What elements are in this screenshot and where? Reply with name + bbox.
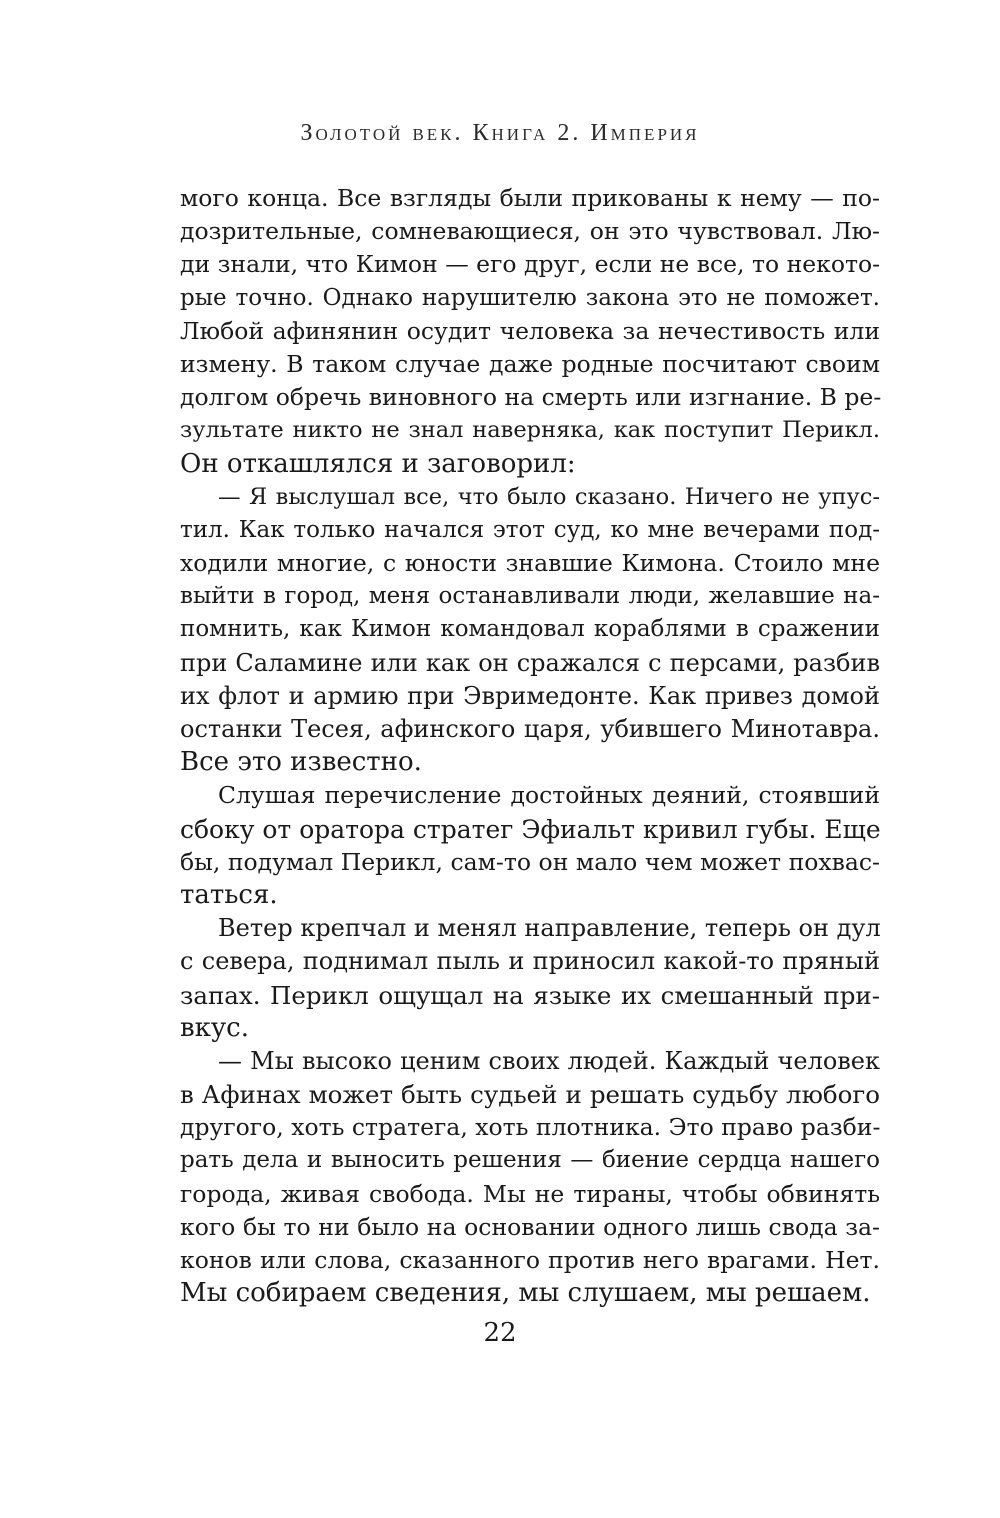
text-line: в Афинах может быть судьей и решать судьбу любого [180, 1080, 880, 1110]
text-line: долгом обречь виновного на смерть или изгнание. В ре- [180, 383, 882, 412]
text-line: города, живая свобода. Мы не тираны, чтобы обвинять [180, 1179, 880, 1208]
text-line: Ветер крепчал и менял направление, теперь он дул [218, 914, 881, 943]
text-line: зультате никто не знал наверняка, как поступит Перикл. [180, 417, 880, 444]
running-title: Золотой век. Книга 2. Империя [300, 120, 700, 146]
page-number: 22 [483, 1318, 517, 1348]
text-line: их флот и армию при Эвримедонте. Как привез домой [180, 681, 880, 710]
text-line: тил. Как только начался этот суд, ко мне вечерами под- [180, 516, 880, 543]
text-line: дозрительные, сомневающиеся, он это чувствовал. Лю- [180, 217, 880, 246]
body-text [180, 182, 880, 1310]
text-line: с севера, поднимал пыль и приносил какой-то пряный [180, 947, 880, 976]
text-line: Мы собираем сведения, мы слушаем, мы решаем. [180, 1278, 871, 1309]
text-line: конов или слова, сказанного против него врагами. Нет. [180, 1246, 880, 1274]
text-line: Он откашлялся и заговорил: [180, 448, 576, 479]
text-line: ходили многие, с юности знавшие Кимона. Стоило мне [180, 549, 880, 578]
text-line: мого конца. Все взгляды были прикованы к нему — по- [180, 184, 880, 212]
text-line: Слушая перечисление достойных деяний, стоявший [218, 781, 880, 810]
text-line: останки Тесея, афинского царя, убившего Минотавра. [180, 715, 880, 743]
text-line: вкус. [180, 1012, 250, 1043]
text-line: другого, хоть стратега, хоть плотника. Это право разби- [180, 1113, 881, 1142]
text-line: ди знали, что Кимон — его друг, если не все, то некото- [180, 250, 881, 279]
text-line: сбоку от оратора стратег Эфиальт кривил губы. Еще [180, 814, 881, 844]
text-line: при Саламине или как он сражался с персами, разбив [180, 648, 880, 677]
text-line: выйти в город, меня останавливали люди, желавшие на- [180, 583, 880, 610]
text-line: кого бы то ни было на основании одного лишь свода за- [180, 1212, 880, 1241]
text-line: помнить, как Кимон командовал кораблями в сражении [180, 616, 880, 643]
text-line: — Я выслушал все, что было сказано. Ничего не упус- [218, 483, 880, 510]
text-line: рать дела и выносить решения — биение сердца нашего [180, 1147, 880, 1174]
text-line: Любой афинянин осудит человека за нечестивость или [180, 316, 880, 345]
text-line: таться. [180, 879, 278, 910]
text-line: рые точно. Однако нарушителю закона это не поможет. [180, 284, 880, 311]
text-line: бы, подумал Перикл, сам-то он мало чем может похвас- [180, 847, 880, 876]
text-line: Все это известно. [180, 747, 422, 778]
text-line: измену. В таком случае даже родные посчитают своим [180, 349, 880, 378]
text-line: — Мы высоко ценим своих людей. Каждый человек [218, 1046, 880, 1075]
text-line: запах. Перикл ощущал на языке их смешанный при- [180, 980, 880, 1010]
